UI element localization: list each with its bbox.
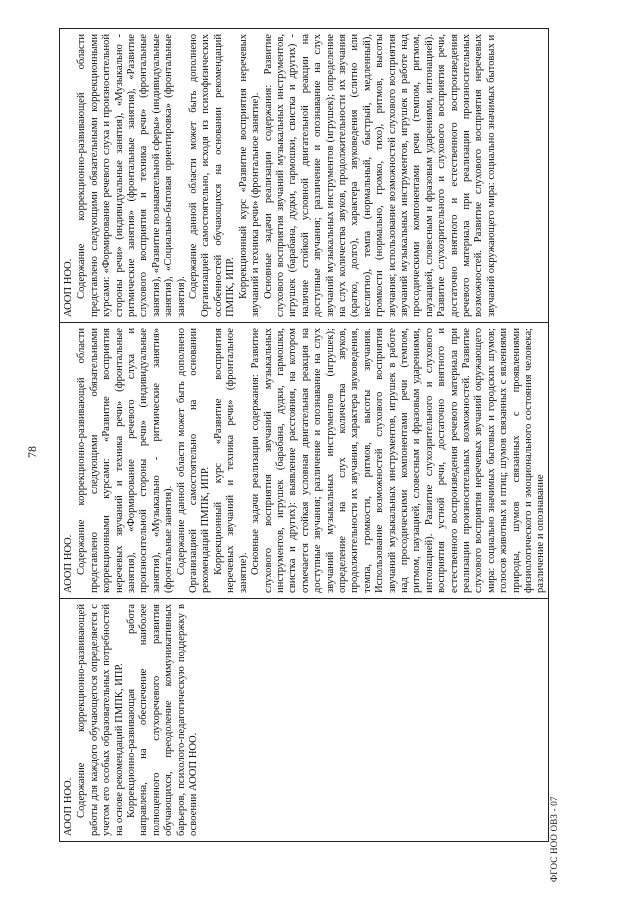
column-2-paragraph: Коррекционный курс «Развитие восприятия неречевых звучаний и техника речи» (фронтальное занятие).	[212, 328, 249, 593]
column-2-header: АООП НОО.	[63, 534, 74, 593]
page-number: 78	[25, 446, 39, 458]
column-3-paragraph: Коррекционный курс «Развитие восприятия неречевых звучаний и техника речи» (фронтальное занятие).	[237, 34, 262, 317]
column-3-paragraph: Основные задачи реализации содержания: Развитие слухового восприятия звучаний музыкальных инструментов, игрушек (барабана, дудки, гармошки, свистка и других) - наличие стойкой условной двигательной реакции на доступные звучания; различение и опознавание на слух звучаний музыкальных инструментов (игрушек); определение на слух количества звуков, продолжительности их звучания (кратко, долго), характера звуковедения (слитно или неслитно), темпа (нормальный, быстрый, медленный), громкости (нормально, громко, тихо), ритмов, высоты звучания; использование возможностей слухового восприятия звучаний музыкальных инструментов, игрушек в работе над просодическими компонентами речи (темпом, ритмом, паузацией, словесным и фразовым ударениями, интонацией). Развитие слухозрительного и слухового восприятия речи, достаточно внятного и естественного воспроизведения речевого материала при реализации произносительных возможностей. Развитие слухового восприятия неречевых звучаний окружающего мира: социально значимых бытовых и	[262, 34, 497, 317]
column-1-header: АООП НОО.	[63, 777, 74, 836]
column-2-paragraph: Содержание данной области может быть дополнено Организацией самостоятельно на основании рекомендаций ПМПК, ИПР.	[175, 328, 212, 593]
column-2-cell	[60, 323, 549, 599]
column-3-paragraph: Содержание данной области может быть дополнено Организацией самостоятельно, исходя из психофизических особенностей обучающихся на основании рекомендаций ПМПК, ИПР.	[188, 34, 237, 317]
column-2-paragraph: Основные задачи реализации содержания: Развитие слухового восприятия звучаний музыкальных инструментов, игрушек (барабана, дудки, гармошки, свистка и других): выявление расстояния, на котором отмечается стойкая условная двигательная реакция на доступные звучания; различение и опознавание на слух звучаний музыкальных инструментов (игрушек); определение на слух количества звуков, продолжительности их звучания, характера звуковедения, темпа, громкости, ритмов, высоты звучания. Использование возможностей слухового восприятия звучаний музыкальных инструментов, игрушек в работе над просодическими компонентами речи (темпом, ритмом, паузацией, словесным и фразовым ударениями, интонацией). Развитие слухозрительного и слухового восприятия устной речи, достаточно внятного и естественного воспроизведения речевого материала при реализации произносительных возможностей. Развитие слухового восприятия неречевых звучаний окружающего мира: социально значимых бытовых и городских шумов; голосов животных и птиц; шумов связанных с явлениями природы, шумов связанных с проявлениями физиологического и эмоционального состояния человека; различение и опознавание	[250, 328, 547, 593]
column-1-paragraph: Коррекционно-развивающая работа направлена, на обеспечение наиболее полноценного слухоречевого развития обучающихся, преодоление коммуникативных барьеров, психолого-педагогическую поддержку в освоении АООП НОО.	[126, 604, 200, 836]
footer-document-code: ФГОС НОО ОВЗ - 07	[549, 796, 559, 882]
column-3-paragraph: Содержание коррекционно-развивающей области представлено следующими обязательными коррекционными курсами: «Формирование речевого слуха и произносительной стороны речи» (индивидуальные занятия), «Музыкально - ритмические занятия» (фронтальные занятия), «Развитие слухового восприятия и техника речи» (фронтальные занятия), «Развитие познавательной сферы» (индивидуальные занятия), «Социально-бытовая ориентировка» (фронтальные занятия).	[76, 34, 187, 317]
column-2-paragraph: Содержание коррекционно-развивающей области представлено следующими обязательными коррекционными курсами: «Развитие восприятия неречевых звучаний и техника речи» (фронтальные занятия), «Формирование речевого слуха и произносительной стороны речи» (индивидуальные занятия), «Музыкально - ритмические занятия» (фронтальные занятия).	[76, 328, 175, 593]
table-row	[60, 29, 549, 842]
column-1-paragraph: Содержание коррекционно-развивающей работы для каждого обучающегося определяется с учетом его особых образовательных потребностей на основе рекомендаций ПМПК, ИПР.	[76, 604, 125, 836]
column-3-header: АООП НОО.	[63, 258, 74, 317]
column-3-cell	[60, 29, 549, 323]
comparison-table	[59, 28, 549, 842]
column-1-cell	[60, 599, 549, 842]
rotated-page	[25, 34, 559, 882]
